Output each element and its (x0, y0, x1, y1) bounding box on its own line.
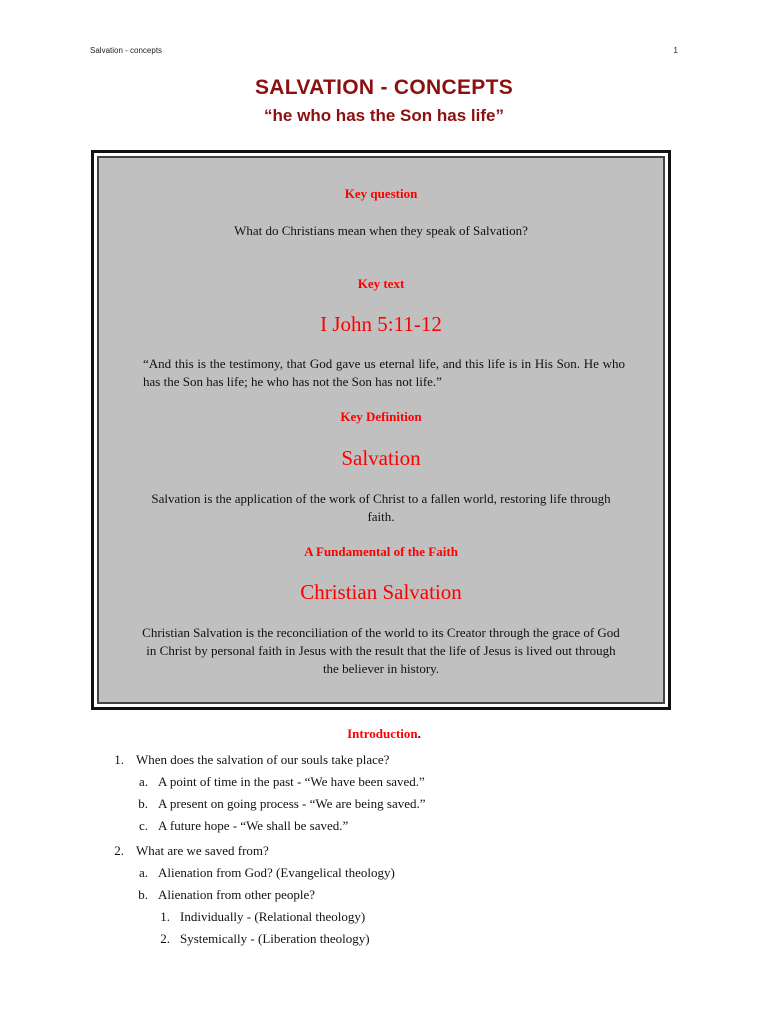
list-text: Alienation from God? (Evangelical theology) (158, 865, 395, 880)
introduction-heading (0, 726, 768, 742)
key-definition-term: Salvation (341, 446, 421, 470)
list-marker: 2. (160, 931, 170, 946)
running-title: Salvation - concepts (90, 46, 163, 55)
page-number: 1 (673, 46, 678, 55)
list-marker: 1. (114, 752, 124, 767)
key-text-label: Key text (357, 276, 405, 291)
list-marker: a. (138, 774, 148, 789)
list-marker: a. (138, 865, 148, 880)
key-definition-label: Key Definition (340, 409, 422, 424)
introduction-heading-text: Introduction (347, 726, 418, 741)
page-subtitle: “he who has the Son has life” (264, 106, 504, 125)
list-marker: 2. (114, 843, 124, 858)
list-marker: c. (138, 818, 148, 833)
list-text: A point of time in the past - “We have been saved.” (158, 774, 425, 789)
introduction-heading-punct: . (417, 726, 421, 741)
fundamental-term: Christian Salvation (300, 580, 462, 604)
key-question-label: Key question (344, 186, 418, 201)
list-text: A future hope - “We shall be saved.” (158, 818, 349, 833)
list-text: When does the salvation of our souls take place? (136, 752, 390, 767)
list-text: What are we saved from? (136, 843, 269, 858)
page-title: SALVATION - CONCEPTS (255, 76, 513, 99)
key-box (91, 150, 671, 710)
list-text: Alienation from other people? (158, 887, 316, 902)
key-box-panel (97, 156, 665, 704)
list-marker: 1. (160, 909, 170, 924)
key-definition-text: Salvation is the application of the work of Christ to a fallen world, restoring life through faith. (151, 491, 611, 524)
list-marker: b. (138, 887, 148, 902)
list-marker: b. (138, 796, 148, 811)
list-text: A present on going process - “We are being saved.” (158, 796, 426, 811)
fundamental-label: A Fundamental of the Faith (304, 544, 458, 559)
key-text-reference: I John 5:11-12 (320, 312, 442, 336)
key-question: What do Christians mean when they speak of Salvation? (234, 223, 528, 238)
fundamental-text: Christian Salvation is the reconciliation of the world to its Creator through the grace of God in Christ by personal faith in Jesus with the result that the life of Jesus is lived out through the believer in history. (142, 625, 620, 676)
list-text: Individually - (Relational theology) (180, 909, 366, 924)
list-text: Systemically - (Liberation theology) (180, 931, 370, 946)
key-text-quote: “And this is the testimony, that God gave us eternal life, and this life is in His Son. He who has the Son has life; he who has not the Son has not life.” (143, 356, 625, 389)
running-header (90, 46, 678, 55)
